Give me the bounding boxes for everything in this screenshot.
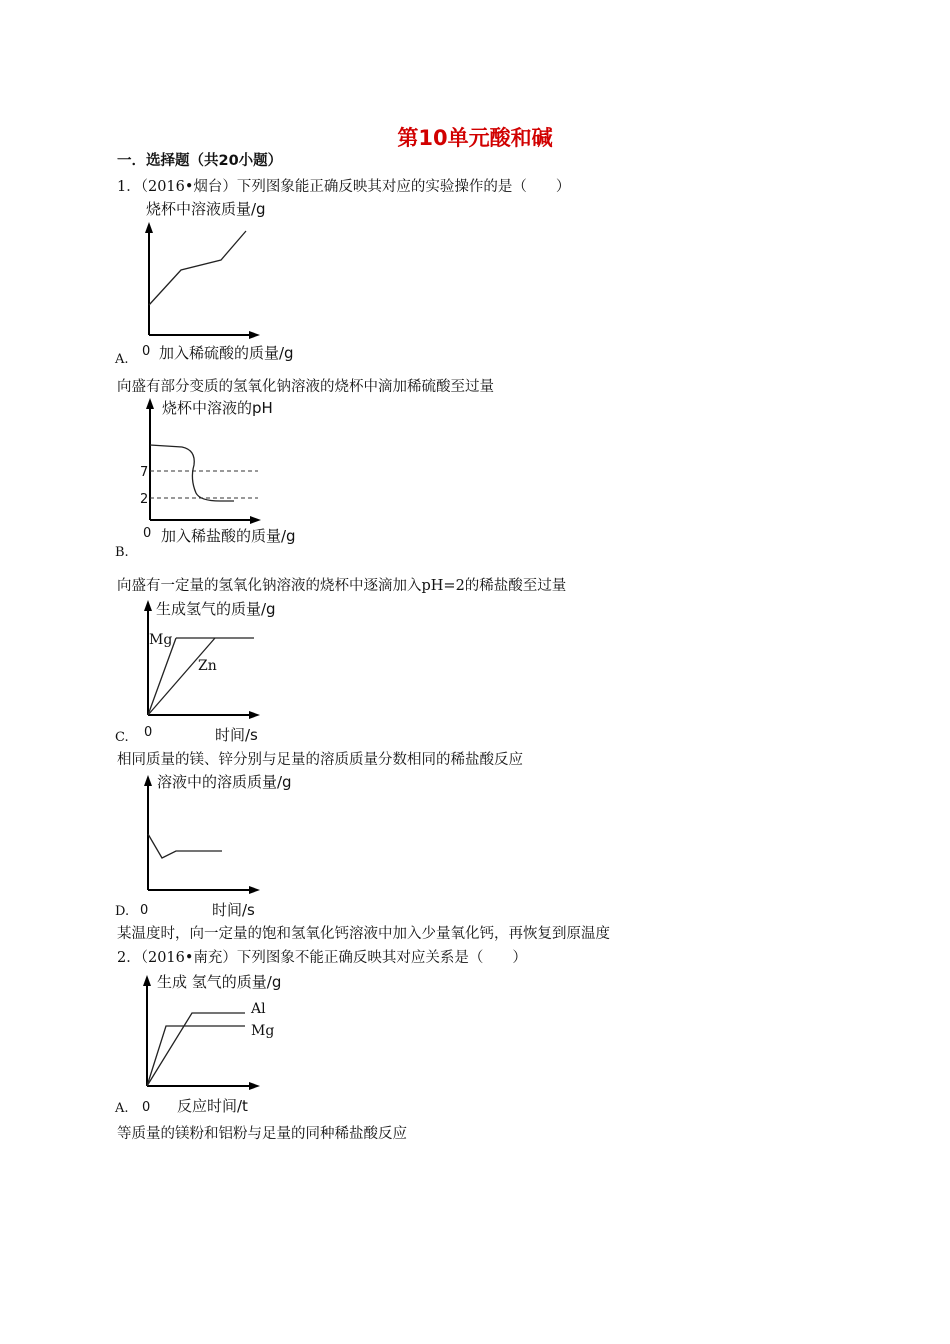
q1-a-curve (149, 231, 246, 305)
q1-b-origin: 0 (143, 526, 152, 541)
q1-c-y-arrow (144, 600, 152, 611)
q2-a-al-line (147, 1013, 245, 1086)
q2-a-mg-line (147, 1026, 245, 1086)
q1-d-origin: 0 (140, 903, 149, 918)
q1-option-a-letter: A. (115, 352, 129, 367)
q1-c-zn-line (148, 638, 215, 715)
q1-option-d-letter: D. (115, 904, 130, 919)
q2-a-y-label: 生成 氢气的质量/g (157, 973, 282, 991)
q2-a-origin: 0 (142, 1100, 151, 1115)
q1-a-y-arrow (145, 222, 153, 233)
q1-a-y-label: 烧杯中溶液质量/g (146, 200, 266, 218)
q1-c-mg-line (148, 638, 176, 715)
q2-a-x-arrow (249, 1082, 260, 1090)
q1-d-curve (148, 834, 222, 858)
q1-d-graph (130, 768, 330, 923)
q1-b-y-label: 烧杯中溶液的pH (162, 399, 273, 417)
q1-a-x-label: 加入稀硫酸的质量/g (159, 344, 294, 362)
q1-c-y-label: 生成氢气的质量/g (156, 600, 276, 618)
q2-option-a-desc: 等质量的镁粉和铝粉与足量的同种稀盐酸反应 (117, 1126, 407, 1142)
q2-a-y-arrow (143, 975, 151, 986)
q1-option-d-desc: 某温度时，向一定量的饱和氢氧化钙溶液中加入少量氧化钙，再恢复到原温度 (117, 926, 610, 942)
q1-d-x-label: 时间/s (212, 901, 255, 919)
q1-b-graph (130, 395, 330, 545)
q1-b-y-arrow (146, 398, 154, 409)
q1-b-x-label: 加入稀盐酸的质量/g (161, 527, 296, 545)
q1-option-c-letter: C. (115, 730, 129, 745)
q1-c-x-label: 时间/s (215, 726, 258, 744)
q1-a-x-arrow (249, 331, 260, 339)
q2-a-al-label: Al (251, 1001, 266, 1017)
q1-b-tick-7: 7 (140, 465, 149, 480)
q1-c-x-arrow (249, 711, 260, 719)
q1-d-y-label: 溶液中的溶质质量/g (157, 773, 292, 791)
q1-option-b-letter: B. (115, 545, 129, 560)
q1-c-origin: 0 (144, 725, 153, 740)
q1-c-graph (130, 595, 330, 750)
page-title: 第10单元酸和碱 (397, 126, 553, 150)
q1-b-tick-2: 2 (140, 492, 149, 507)
q2-a-graph (130, 968, 330, 1123)
q2-a-x-label: 反应时间/t (177, 1097, 248, 1115)
q1-a-origin: 0 (142, 344, 151, 359)
q1-c-zn-label: Zn (198, 658, 217, 674)
question-2-stem: 2．（2016•南充）下列图象不能正确反映其对应关系是（ ） (117, 950, 527, 966)
q1-option-a-desc: 向盛有部分变质的氢氧化钠溶液的烧杯中滴加稀硫酸至过量 (117, 379, 494, 395)
question-1-stem: 1．（2016•烟台）下列图象能正确反映其对应的实验操作的是（ ） (117, 179, 571, 195)
q1-d-x-arrow (249, 886, 260, 894)
q1-b-curve (150, 445, 234, 501)
q1-option-b-desc: 向盛有一定量的氢氧化钠溶液的烧杯中逐滴加入pH=2的稀盐酸至过量 (117, 578, 567, 594)
q1-c-mg-label: Mg (149, 632, 173, 648)
q2-a-mg-label: Mg (251, 1023, 275, 1039)
q2-option-a-letter: A. (115, 1101, 129, 1116)
q1-a-graph (130, 195, 330, 365)
q1-b-x-arrow (250, 516, 261, 524)
q1-option-c-desc: 相同质量的镁、锌分别与足量的溶质质量分数相同的稀盐酸反应 (117, 752, 523, 768)
section-heading: 一．选择题（共20小题） (117, 153, 283, 169)
q1-d-y-arrow (144, 775, 152, 786)
